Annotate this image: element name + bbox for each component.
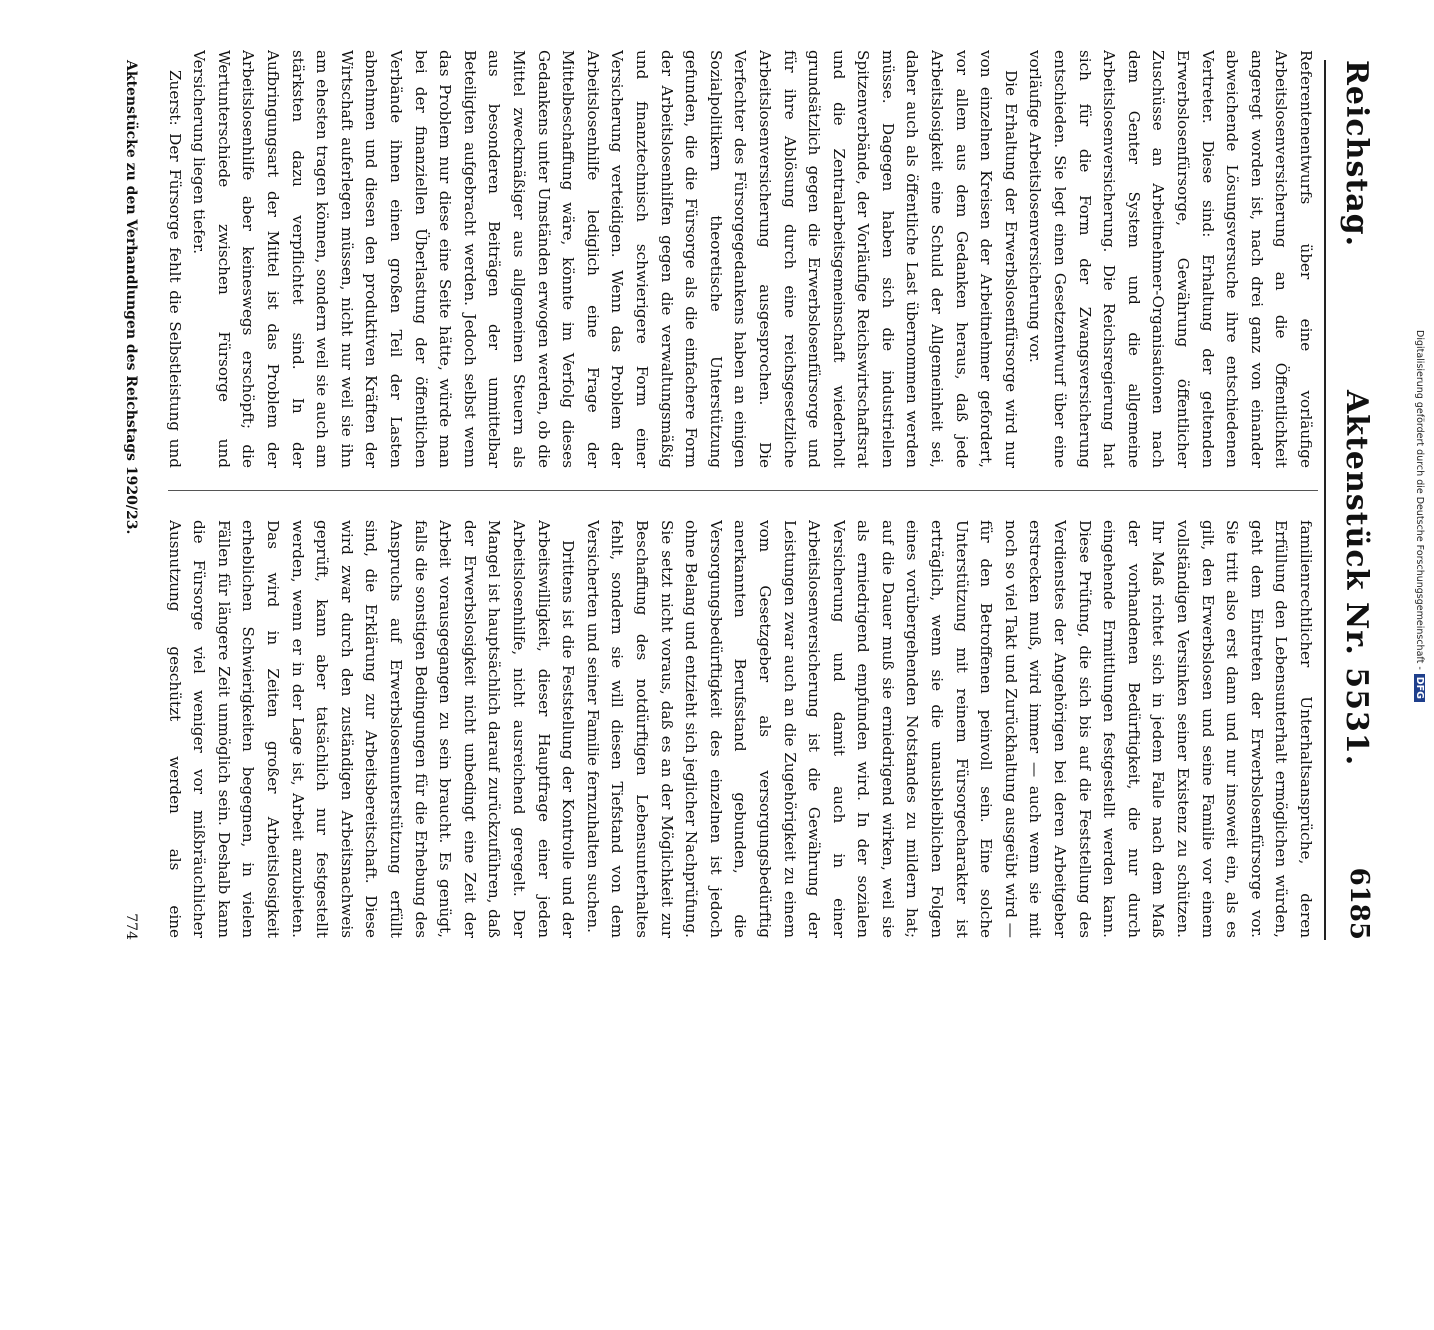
footer-source: Aktenstücke zu den Verhandlungen des Reichstags 1920/23. <box>123 60 139 535</box>
paragraph: familienrechtlicher Unterhaltsansprüche, deren Erfüllung den Lebensunterhalt ermöglichen würden, geht dem Eintreten der Erwerbslosenfürsorge vor. Sie tritt also erst dann und nur insoweit ein, als es gilt, den Erwerbslosen und seine Familie vor einem vollständigen Versinken seiner Existenz zu schützen. Ihr Maß richtet sich in jedem Falle nach dem Maß der vorhandenen Bedürftigkeit, die nur durch eingehende Ermittlungen festgestellt werden kann. Diese Prüfung, die sich bis auf die Feststellung des Verdienstes der Angehörigen bei deren Arbeitgeber erstrecken muß, wird immer — auch wenn sie mit noch so viel Takt und Zurückhaltung ausgeübt wird — für den Betroffenen peinvoll sein. Eine solche Unterstützung mit reinem Fürsorgecharakter ist erträglich, wenn sie die unausbleiblichen Folgen eines vorübergehenden Notstandes zu mildern hat; auf die Dauer muß sie erniedrigend wirken, weil sie als erniedrigend empfunden wird. In der sozialen Versicherung und damit auch in einer Arbeitslosenversicherung ist die Gewährung der Leistungen zwar auch an die Zugehörigkeit zu einem vom Gesetzgeber als versorgungsbedürftig anerkannten Berufsstand gebunden, die Versorgungsbedürftigkeit des einzelnen ist jedoch ohne Belang und entzieht sich jeglicher Nachprüfung. Sie setzt nicht voraus, daß es an der Möglichkeit zur Beschaffung des notdürftigen Lebensunterhaltes fehlt, sondern sie will diesen Tiefstand von dem Versicherten und seiner Familie fernzuhalten suchen. <box>583 520 1315 938</box>
credit-text: Digitalisierung gefördert durch die Deutsche Forschungsgemeinschaft - <box>1414 330 1425 670</box>
dfg-logo: DFG <box>1414 674 1425 702</box>
header-page-number: 6185 <box>1344 867 1374 940</box>
page-header <box>1324 60 1406 940</box>
digitization-credit <box>1405 0 1425 1000</box>
column-divider <box>168 490 1318 491</box>
text-column-right <box>158 520 1318 938</box>
header-institution: Reichstag. <box>1339 60 1374 248</box>
paragraph: Die Erhaltung der Erwerbslosenfürsorge wird nur von einzelnen Kreisen der Arbeitnehmer gefordert, vor allem aus dem Gedanken heraus, daß jede Arbeitslosigkeit eine Schuld der Allgemeinheit sei, daher auch als öffentliche Last übernommen werden müsse. Dagegen haben sich die industriellen Spitzenverbände, der Vorläufige Reichswirtschaftsrat und die Zentralarbeitsgemeinschaft wiederholt grundsätzlich gegen die Erwerbslosenfürsorge und für ihre Ablösung durch eine reichsgesetzliche Arbeitslosenversicherung ausgesprochen. Die Verfechter des Fürsorgegedankens haben an einigen Sozialpolitikern theoretische Unterstützung gefunden, die die Fürsorge als die einfachere Form der Arbeitslosenhilfen gegen die verwaltungsmäßig und finanztechnisch schwierigere Form einer Versicherung verteidigen. Wenn das Problem der Arbeitslosenhilfe lediglich eine Frage der Mittelbeschaffung wäre, könnte im Verfolg dieses Gedankens unter Umständen erwogen werden, ob die Mittel zweckmäßiger aus allgemeinen Steuern als aus besonderen Beiträgen der unmittelbar Beteiligten aufgebracht werden. Jedoch selbst wenn das Problem nur diese eine Seite hätte, würde man bei der finanziellen Überlastung der öffentlichen Verbände ihnen einen großen Teil der Lasten abnehmen und diesen den produktiven Kräften der Wirtschaft auferlegen müssen, nicht nur weil sie ihn am ehesten tragen können, sondern weil sie auch am stärksten dazu verpflichtet sind. In der Aufbringungsart der Mittel ist das Problem der Arbeitslosenhilfe aber keineswegs erschöpft; die Wertunterschiede zwischen Fürsorge und Versicherung liegen tiefer. <box>190 50 1020 468</box>
text-column-left <box>158 50 1318 468</box>
paragraph: Zuerst: Der Fürsorge fehlt die Selbstleistung und <box>165 70 184 468</box>
paragraph: Referentenentwurfs über eine vorläufige Arbeitslosenversicherung an die Öffentlichkeit angeregt worden ist, nach drei ganz von einander abweichende Lösungsversuche ihre entschiedenen Vertreter. Diese sind: Erhaltung der geltenden Erwerbslosenfürsorge, Gewährung öffentlicher Zuschüsse an Arbeitnehmer-Organisationen nach dem Genter System und die allgemeine Arbeitslosenversicherung. Die Reichsregierung hat sich für die Form der Zwangsversicherung entschieden. Sie legt einen Gesetzentwurf über eine vorläufige Arbeitslosenversicherung vor. <box>1026 50 1315 468</box>
header-document-number: Aktenstück Nr. 5531. <box>1339 390 1374 767</box>
paragraph: Drittens ist die Feststellung der Kontrolle und der Arbeitswilligkeit, dieser Hauptfrage einer jeden Arbeitslosenhilfe, nicht ausreichend geregelt. Der Mangel ist hauptsächlich darauf zurückzuführen, daß der Erwerbslosigkeit nicht unbedingt eine Zeit der Arbeit vorausgegangen zu sein braucht. Es genügt, falls die sonstigen Bedingungen für die Erhebung des Anspruchs auf Erwerbslosenunterstützung erfüllt sind, die Erklärung zur Arbeitsbereitschaft. Diese wird zwar durch den zuständigen Arbeitsnachweis geprüft, kann aber tatsächlich nur festgestellt werden, wenn er in der Lage ist, Arbeit anzubieten. Das wird in Zeiten großer Arbeitslosigkeit erheblichen Schwierigkeiten begegnen, in vielen Fällen für längere Zeit unmöglich sein. Deshalb kann die Fürsorge viel weniger vor mißbräuchlicher Ausnutzung geschützt werden als eine <box>165 520 578 938</box>
footer-sheet-number: 774 <box>123 913 139 940</box>
page-footer <box>105 60 145 940</box>
rotated-page <box>70 0 1430 1000</box>
